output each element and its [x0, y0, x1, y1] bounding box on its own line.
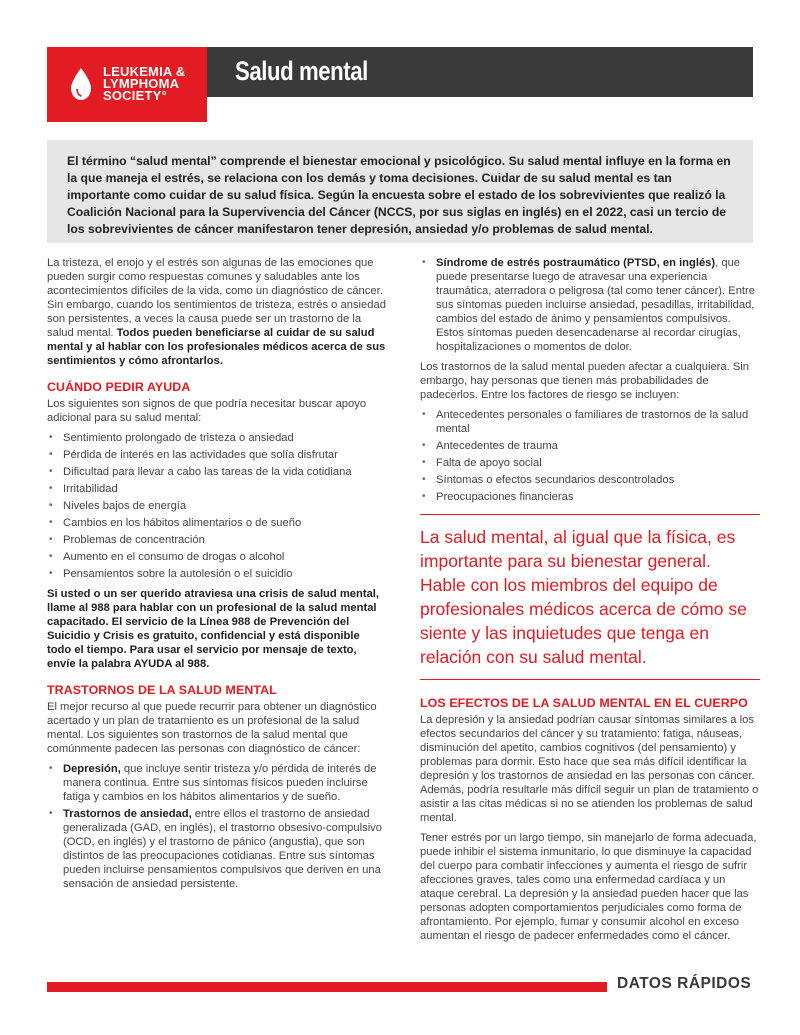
- right-column: [420, 256, 760, 949]
- list-item: • Antecedentes de trauma: [420, 439, 760, 453]
- disorders-list: [47, 762, 387, 891]
- body-effects-heading: LOS EFECTOS DE LA SALUD MENTAL EN EL CUERPO: [420, 696, 748, 710]
- list-item: [420, 256, 760, 354]
- list-item: • Falta de apoyo social: [420, 456, 760, 470]
- list-item: • Pensamientos sobre la autolesión o el suicidio: [47, 567, 387, 581]
- list-item: [47, 807, 387, 891]
- footer-label: DATOS RÁPIDOS: [617, 975, 752, 992]
- disorder-term: Depresión,: [63, 763, 121, 775]
- logo-text: [103, 66, 185, 102]
- intro-text: El término “salud mental” comprende el bienestar emocional y psicológico. Su salud mental influye en la forma en la que maneja el estrés, se relaciona con los demás y toma decisiones. Cuidar de su salud mental es tan importante como cuidar de su salud física. Según la encuesta sobre el estado de los sobrevivientes que realizó la Coalición Nacional para la Supervivencia del Cáncer (NCCS, por sus siglas en inglés) en el 2022, casi un tercio de los sobrevivientes de cáncer manifestaron tener depresión, ansiedad y/o problemas de salud mental.: [67, 154, 731, 236]
- stress-paragraph: Tener estrés por un largo tiempo, sin manejarlo de forma adecuada, puede inhibir el sistema inmunitario, lo que disminuye la capacidad del cuerpo para combatir infecciones y aumenta el riesgo de sufrir afecciones graves, tales como una enfermedad cardíaca y un ataque cerebral. La depresión y la ansiedad pueden hacer que las personas adopten comportamientos perjudiciales como forma de afrontamiento. Por ejemplo, fumar y consumir alcohol en exceso aumentan el riesgo de padecer enfermedades como el cáncer.: [420, 832, 757, 942]
- logo-line: LEUKEMIA &: [103, 64, 186, 79]
- logo-line: LYMPHOMA: [103, 76, 180, 91]
- list-item: [47, 762, 387, 804]
- list-item: • Pérdida de interés en las actividades que solía disfrutar: [47, 448, 387, 462]
- list-item: • Irritabilidad: [47, 482, 387, 496]
- title-bar: [207, 47, 753, 97]
- crisis-paragraph: Si usted o un ser querido atraviesa una crisis de salud mental, llame al 988 para hablar con un profesional de la salud mental capacitado. El servicio de la Línea 988 de Prevención del Suicidio y Crisis es gratuito, confidencial y está disponible todo el tiempo. Para usar el servicio por mensaje de texto, envíe la palabra AYUDA al 988.: [47, 588, 380, 670]
- help-list: [47, 431, 387, 581]
- list-item: • Problemas de concentración: [47, 533, 387, 547]
- disorders-intro: El mejor recurso al que puede recurrir para obtener un diagnóstico acertado y un plan de tratamiento es un profesional de la salud mental. Los siguientes son trastornos de la salud mental que comúnmente padecen las personas con diagnóstico de cáncer:: [47, 701, 377, 755]
- ptsd-list: [420, 256, 760, 354]
- disorder-text: entre ellos el trastorno de ansiedad generalizada (GAD, en inglés), el trastorno obsesivo-compulsivo (OCD, en inglés) y el trastorno de pánico (angustia), que son distintos de las preocupaciones cotidianas. Entre sus síntomas pueden incluirse pensamientos compulsivos que deriven en una sensación de ansiedad persistente.: [63, 808, 382, 890]
- pull-quote: La salud mental, al igual que la física, es importante para su bienestar general. Hable con los miembros del equipo de profesionales médicos acerca de cómo se siente y las inquietudes que tenga en relación con su salud mental.: [420, 514, 760, 680]
- list-item: • Síntomas o efectos secundarios descontrolados: [420, 473, 760, 487]
- list-item: • Dificultad para llevar a cabo las tareas de la vida cotidiana: [47, 465, 387, 479]
- left-column: [47, 256, 387, 897]
- list-item: • Antecedentes personales o familiares de trastornos de la salud mental: [420, 408, 760, 436]
- intro-paragraph-text: La tristeza, el enojo y el estrés son algunas de las emociones que pueden surgir como respuestas comunes y saludables ante los acontecimientos difíciles de la vida, como un diagnóstico de cáncer. Sin embargo, cuando los sentimientos de tristeza, estrés o ansiedad son persistentes, a veces la causa puede ser un trastorno de la salud mental.: [47, 257, 386, 339]
- list-item: • Sentimiento prolongado de tristeza o ansiedad: [47, 431, 387, 445]
- intro-box: [47, 140, 753, 243]
- page-title: Salud mental: [235, 56, 368, 86]
- risk-list: [420, 408, 760, 504]
- ptsd-text: , que puede presentarse luego de atravesar una experiencia traumática, aterradora o peligrosa (tal como tener cáncer). Entre sus síntomas pueden incluirse ansiedad, pesadillas, irritabilidad, cambios del estado de ánimo y pensamientos compulsivos. Estos síntomas pueden desencadenarse al recordar cirugías, hospitalizaciones o momentos de dolor.: [436, 257, 755, 353]
- intro-paragraph: [47, 256, 387, 368]
- body-effects-paragraph: La depresión y la ansiedad podrían causar síntomas similares a los efectos secundarios del cáncer y su tratamiento: fatiga, náuseas, disminución del apetito, cambios cognitivos (del pensamiento) y problemas para dormir. Esto hace que sea más difícil identificar la depresión y los trastornos de ansiedad en las personas con cáncer. Además, podría resultarle más difícil seguir un plan de tratamiento o asistir a las citas médicas si no se atienden los problemas de salud mental.: [420, 714, 759, 824]
- help-intro: Los siguientes son signos de que podría necesitar buscar apoyo adicional para su salud mental:: [47, 398, 367, 424]
- ptsd-term: Síndrome de estrés postraumático (PTSD, en inglés): [436, 257, 716, 269]
- disorders-heading: TRASTORNOS DE LA SALUD MENTAL: [47, 683, 277, 697]
- list-item: • Niveles bajos de energía: [47, 499, 387, 513]
- lls-logo: [47, 47, 207, 122]
- logo-line: SOCIETY°: [103, 88, 167, 103]
- risk-intro: Los trastornos de la salud mental pueden afectar a cualquiera. Sin embargo, hay personas que tienen más probabilidades de padecerlos. Entre los factores de riesgo se incluyen:: [420, 361, 749, 401]
- intro-paragraph-bold: Todos pueden beneficiarse al cuidar de su salud mental y al hablar con los profesionales médicos acerca de sus sentimientos y cómo afrontarlos.: [47, 327, 386, 367]
- disorder-term: Trastornos de ansiedad,: [63, 808, 192, 820]
- disorder-text: que incluye sentir tristeza y/o pérdida de interés de manera continua. Entre sus síntomas físicos pueden incluirse fatiga y cambios en los hábitos alimentarios y de sueño.: [63, 763, 377, 803]
- list-item: • Aumento en el consumo de drogas o alcohol: [47, 550, 387, 564]
- footer-bar: [47, 982, 607, 992]
- list-item: • Cambios en los hábitos alimentarios o de sueño: [47, 516, 387, 530]
- help-heading: CUÁNDO PEDIR AYUDA: [47, 380, 191, 394]
- list-item: • Preocupaciones financieras: [420, 490, 760, 504]
